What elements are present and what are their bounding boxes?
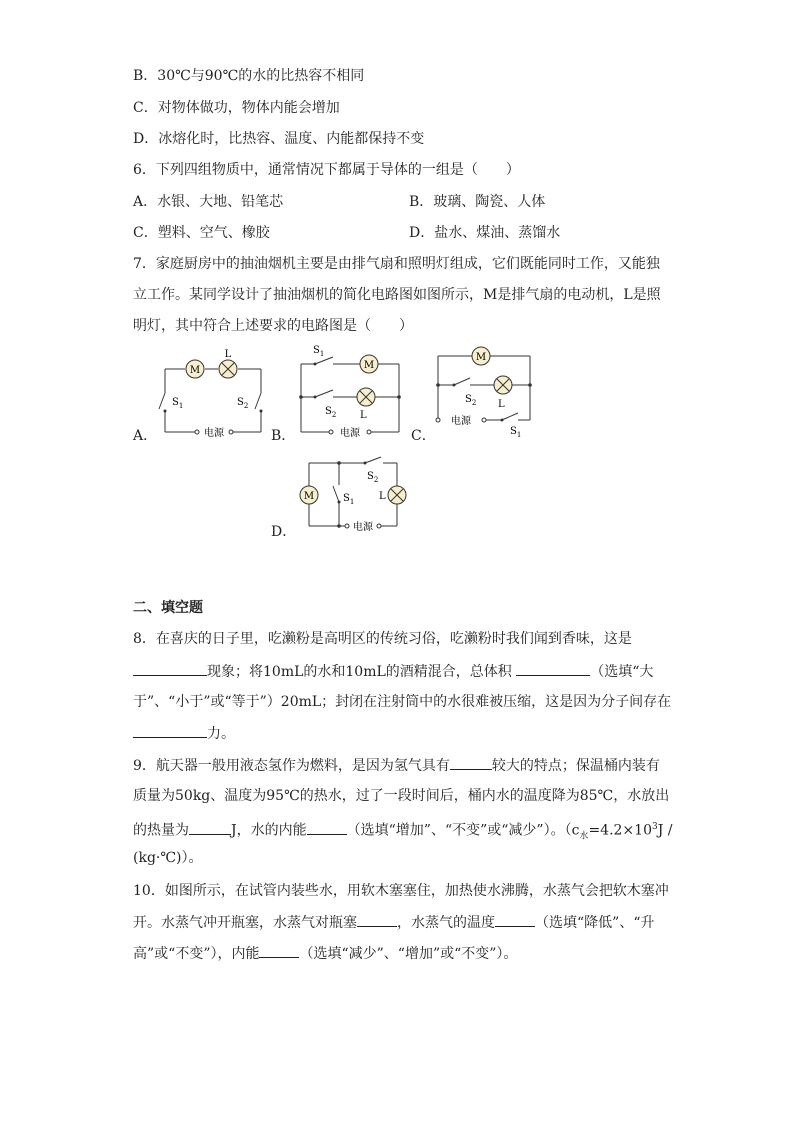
svg-text:M: M xyxy=(303,491,315,502)
svg-text:L: L xyxy=(379,491,386,502)
answer-blank[interactable] xyxy=(516,661,590,676)
svg-text:S2: $S_2$ xyxy=(367,471,379,484)
circuit-diagram-c xyxy=(432,340,542,444)
q10-line3: 高”或“不变”），内能 （选填“减少”、“增加”或“不变”）。 xyxy=(133,943,517,964)
q8-line4: 力。 xyxy=(133,723,235,744)
svg-text:电源: 电源 xyxy=(340,428,360,439)
q7-option-a-label: A． xyxy=(133,428,158,444)
q7-stem-line3: 明灯，其中符合上述要求的电路图是（ ） xyxy=(133,318,413,334)
answer-blank[interactable] xyxy=(357,912,397,927)
q7-option-d-label: D． xyxy=(271,524,297,540)
circuit-diagram-d xyxy=(295,455,415,541)
q10-line2: 开。水蒸气冲开瓶塞，水蒸气对瓶塞 ，水蒸气的温度 （选填“降低”、“升 xyxy=(133,912,654,933)
section-heading: 二、填空题 xyxy=(133,600,203,616)
q6-option-a: A．水银、大地、铅笔芯 xyxy=(133,194,284,210)
answer-blank[interactable] xyxy=(189,820,231,835)
motor-label: M xyxy=(189,365,201,376)
q8-line2: 现象；将10mL的水和10mL的酒精混合，总体积 （选填“大 xyxy=(133,661,653,682)
q7-option-c-label: C． xyxy=(411,428,436,444)
svg-text:M: M xyxy=(363,360,375,371)
svg-text:S1: $S_1$ xyxy=(313,345,325,358)
circuit-diagram-a xyxy=(155,345,270,449)
answer-blank[interactable] xyxy=(450,755,492,770)
svg-text:L: L xyxy=(360,410,367,421)
q9-line4: (kg·℃)）。 xyxy=(133,850,203,866)
svg-text:S1: $S_1$ xyxy=(172,397,184,410)
q6-option-d: D．盐水、煤油、蒸馏水 xyxy=(409,225,561,241)
svg-text:M: M xyxy=(475,352,487,363)
svg-text:电源: 电源 xyxy=(451,416,471,427)
answer-blank[interactable] xyxy=(259,943,299,958)
svg-text:S1: $S_1$ xyxy=(343,493,355,506)
svg-text:电源: 电源 xyxy=(353,522,373,533)
svg-text:S2: $S_2$ xyxy=(325,406,337,419)
q5-option-b: B．30℃与90℃的水的比热容不相同 xyxy=(133,68,365,84)
svg-text:S2: $S_2$ xyxy=(465,394,477,407)
circuit-diagram-b xyxy=(293,342,408,449)
answer-blank[interactable] xyxy=(495,912,535,927)
q8-line1: 8．在喜庆的日子里，吃濑粉是高明区的传统习俗，吃濑粉时我们闻到香味，这是 xyxy=(133,631,632,647)
q7-stem-line2: 立工作。某同学设计了抽油烟机的简化电路图如图所示，M是排气扇的电动机，L是照 xyxy=(133,287,661,303)
svg-text:S2: $S_2$ xyxy=(237,397,249,410)
q9-line3: 的热量为 J，水的内能 （选填“增加”、“不变”或“减少”）。（$c_水=4.2\times 10^3J$ / xyxy=(133,817,673,846)
q6-option-c: C．塑料、空气、橡胶 xyxy=(133,225,270,241)
q5-option-c: C．对物体做功，物体内能会增加 xyxy=(133,100,340,116)
q7-stem-line1: 7．家庭厨房中的抽油烟机主要是由排气扇和照明灯组成，它们既能同时工作，又能独 xyxy=(133,256,660,272)
q10-line1: 10．如图所示，在试管内装些水，用软木塞塞住，加热使水沸腾，水蒸气会把软木塞冲 xyxy=(133,883,669,899)
answer-blank[interactable] xyxy=(133,661,207,676)
q6-option-b: B．玻璃、陶瓷、人体 xyxy=(409,194,546,210)
svg-text:电源: 电源 xyxy=(204,428,224,439)
q9-line1: 9．航天器一般用液态氢作为燃料，是因为氢气具有 较大的特点；保温桶内装有 xyxy=(133,755,660,776)
svg-text:L: L xyxy=(498,399,505,410)
q5-option-d: D．冰熔化时，比热容、温度、内能都保持不变 xyxy=(133,131,425,147)
svg-text:S1: $S_1$ xyxy=(510,426,522,439)
q8-line3: 于”、“小于”或“等于”）20mL；封闭在注射筒中的水很难被压缩，这是因为分子间存在 xyxy=(133,694,672,710)
q7-option-b-label: B． xyxy=(271,428,296,444)
lamp-label: L xyxy=(224,349,232,360)
answer-blank[interactable] xyxy=(133,723,207,738)
q6-stem: 6．下列四组物质中，通常情况下都属于导体的一组是（ ） xyxy=(133,162,520,178)
answer-blank[interactable] xyxy=(307,820,347,835)
q9-line2: 质量为50kg、温度为95℃的热水，过了一段时间后，桶内水的温度降为85℃，水放出 xyxy=(133,788,670,804)
